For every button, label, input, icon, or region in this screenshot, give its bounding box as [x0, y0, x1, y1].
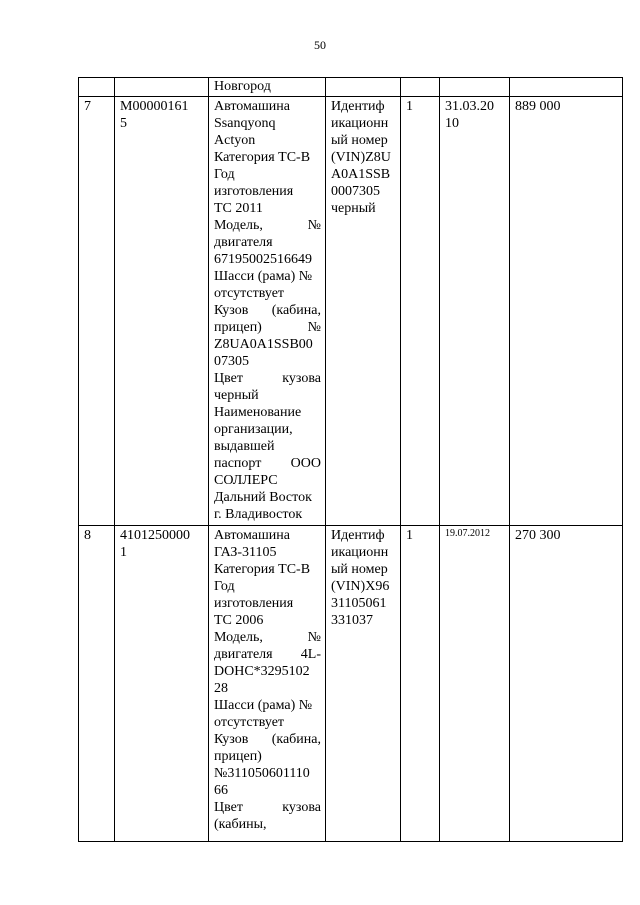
vehicle-table	[78, 77, 623, 842]
cell-price: 889 000	[510, 97, 623, 526]
date-line: 19.07.2012	[445, 528, 490, 539]
cell-quantity: 1	[401, 97, 440, 526]
description-line: СОЛЛЕРС	[214, 473, 278, 488]
description-spread-line	[214, 731, 321, 748]
identification-line: Идентиф	[331, 528, 385, 543]
date-line: 31.03.20	[445, 99, 494, 114]
cell-price	[510, 78, 623, 97]
description-line: ТС 2011	[214, 201, 263, 216]
description-spread-line	[214, 799, 321, 816]
description-line: №311050601110	[214, 766, 310, 781]
description-line: DOHC*3295102	[214, 664, 310, 679]
cell-description	[209, 97, 326, 526]
description-line: прицеп)	[214, 749, 262, 764]
description-line: 67195002516649	[214, 252, 312, 267]
description-word: кузова	[282, 371, 321, 386]
cell-date	[440, 97, 510, 526]
description-word: №	[307, 630, 321, 645]
cell-description	[209, 526, 326, 842]
description-word: Модель,	[214, 630, 263, 645]
date-line: 10	[445, 116, 459, 131]
cell-num: 8	[79, 526, 115, 842]
description-word: (кабина,	[271, 303, 321, 318]
description-line: Категория ТС-В	[214, 562, 311, 577]
description-line: организации,	[214, 422, 293, 437]
cell-price: 270 300	[510, 526, 623, 842]
code-line: 1	[120, 545, 127, 560]
description-line: Год	[214, 167, 235, 182]
description-line: Год	[214, 579, 235, 594]
description-line: 07305	[214, 354, 249, 369]
identification-line: Идентиф	[331, 99, 385, 114]
cell-date	[440, 78, 510, 97]
identification-line: (VIN)Z8U	[331, 150, 391, 165]
description-line: г. Владивосток	[214, 507, 303, 522]
description-spread-line	[214, 370, 321, 387]
description-line: Автомашина	[214, 528, 290, 543]
table-row	[79, 97, 623, 526]
description-line: Z8UA0A1SSB00	[214, 337, 313, 352]
description-line: изготовления	[214, 596, 294, 611]
code-line: М00000161	[120, 99, 189, 114]
identification-line: икационн	[331, 116, 389, 131]
description-word: 4L-	[300, 647, 321, 662]
description-spread-line	[214, 455, 321, 472]
description-line: Actyon	[214, 133, 256, 148]
cell-identification	[326, 97, 401, 526]
table-body	[79, 78, 623, 842]
description-spread-line	[214, 217, 321, 234]
identification-line: 31105061	[331, 596, 387, 611]
code-line: 5	[120, 116, 127, 131]
cell-code	[115, 526, 209, 842]
table-row	[79, 526, 623, 842]
description-word: паспорт	[214, 456, 262, 471]
description-line: ТС 2006	[214, 613, 264, 628]
description-line: Ssanqyonq	[214, 116, 276, 131]
code-line: 4101250000	[120, 528, 190, 543]
cell-description: Новгород	[209, 78, 326, 97]
identification-line: ый номер	[331, 562, 388, 577]
description-line: (кабины,	[214, 817, 267, 832]
description-line: ГАЗ-31105	[214, 545, 277, 560]
identification-line: A0A1SSB	[331, 167, 391, 182]
description-line: отсутствует	[214, 286, 285, 301]
description-word: Модель,	[214, 218, 263, 233]
description-word: прицеп)	[214, 320, 262, 335]
cell-quantity	[401, 78, 440, 97]
cell-num: 7	[79, 97, 115, 526]
cell-code	[115, 97, 209, 526]
description-line: Шасси (рама) №	[214, 698, 313, 713]
description-line: Шасси (рама) №	[214, 269, 313, 284]
cell-num	[79, 78, 115, 97]
cell-code	[115, 78, 209, 97]
cell-quantity: 1	[401, 526, 440, 842]
description-line: отсутствует	[214, 715, 285, 730]
description-word: Кузов	[214, 732, 249, 747]
description-word: №	[307, 218, 321, 233]
description-spread-line	[214, 302, 321, 319]
table-row-continuation	[79, 78, 623, 97]
description-line: выдавшей	[214, 439, 275, 454]
identification-line: 331037	[331, 613, 373, 628]
identification-line: (VIN)X96	[331, 579, 390, 594]
identification-line: ый номер	[331, 133, 388, 148]
description-line: Категория ТС-В	[214, 150, 311, 165]
identification-line: 0007305	[331, 184, 380, 199]
description-line: двигателя	[214, 235, 273, 250]
description-line: Дальний Восток	[214, 490, 312, 505]
cell-date	[440, 526, 510, 842]
description-word: ООО	[290, 456, 321, 471]
description-spread-line	[214, 629, 321, 646]
identification-line: черный	[331, 201, 376, 216]
description-word: кузова	[282, 800, 321, 815]
identification-line: икационн	[331, 545, 389, 560]
description-word: №	[307, 320, 321, 335]
description-word: (кабина,	[271, 732, 321, 747]
description-word: двигателя	[214, 647, 273, 662]
description-line: 28	[214, 681, 228, 696]
cell-identification	[326, 526, 401, 842]
description-word: Цвет	[214, 800, 243, 815]
description-word: Кузов	[214, 303, 249, 318]
description-line: изготовления	[214, 184, 294, 199]
description-line: черный	[214, 388, 259, 403]
page-number: 50	[314, 38, 326, 52]
description-line: Автомашина	[214, 99, 290, 114]
description-line: 66	[214, 783, 228, 798]
description-spread-line	[214, 319, 321, 336]
description-word: Цвет	[214, 371, 243, 386]
description-line: Наименование	[214, 405, 302, 420]
description-spread-line	[214, 646, 321, 663]
cell-identification	[326, 78, 401, 97]
